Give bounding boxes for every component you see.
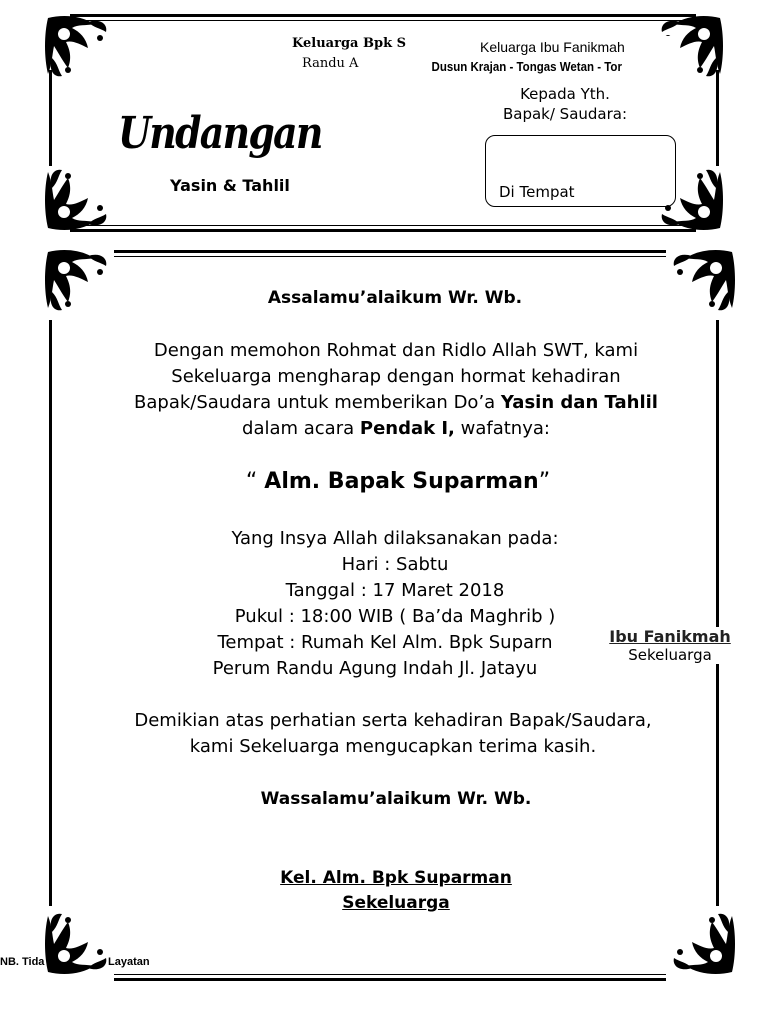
footer-note-right: Layatan xyxy=(108,956,150,968)
overlay-signature: Ibu Fanikmah Sekeluarga xyxy=(590,627,750,664)
family-signature: Kel. Alm. Bpk Suparman Sekeluarga xyxy=(280,868,512,913)
sender-address: Dusun Krajan - Tongas Wetan - Tor xyxy=(431,60,622,74)
sender-name: Keluarga Ibu Fanikmah xyxy=(480,39,625,55)
invitation-title: Undangan xyxy=(118,108,322,159)
corner-ornament-icon xyxy=(42,164,112,234)
intro-paragraph: Dengan memohon Rohmat dan Ridlo Allah SWT, kami Sekeluarga mengharap dengan hormat kehadiran Bapak/Saudara untuk memberikan Do’a Yasin dan Tahlil dalam acara Pendak I, wafatnya: xyxy=(134,340,658,439)
recipient-heading: Kepada Yth. Bapak/ Saudara: xyxy=(502,85,628,123)
schedule-block: Yang Insya Allah dilaksanakan pada: Hari : Sabtu Tanggal : 17 Maret 2018 Pukul : 18:00 WIB ( Ba’da Maghrib ) Tempat : Rumah Kel Alm. Bpk Suparn Perum Randu Agung Indah Jl. Jatayu xyxy=(212,528,559,679)
corner-ornament-icon xyxy=(42,12,112,82)
sender-label xyxy=(426,36,672,80)
corner-ornament-icon xyxy=(42,908,112,978)
place-label: Di Tempat xyxy=(499,183,575,201)
farewell: Wassalamu’alaikum Wr. Wb. xyxy=(260,789,532,809)
recipient-address-box[interactable] xyxy=(485,135,676,207)
sender-partial: Keluarga Bpk S Randu A xyxy=(292,36,406,71)
footer-note-left: NB. Tida xyxy=(0,956,45,968)
greeting: Assalamu’alaikum Wr. Wb. xyxy=(267,288,523,308)
invitation-subtitle: Yasin & Tahlil xyxy=(170,176,290,195)
deceased-name: “ Alm. Bapak Suparman” xyxy=(245,469,551,494)
corner-ornament-icon xyxy=(668,908,738,978)
closing-paragraph: Demikian atas perhatian serta kehadiran Bapak/Saudara, kami Sekeluarga mengucapkan terima kasih. xyxy=(134,710,652,757)
